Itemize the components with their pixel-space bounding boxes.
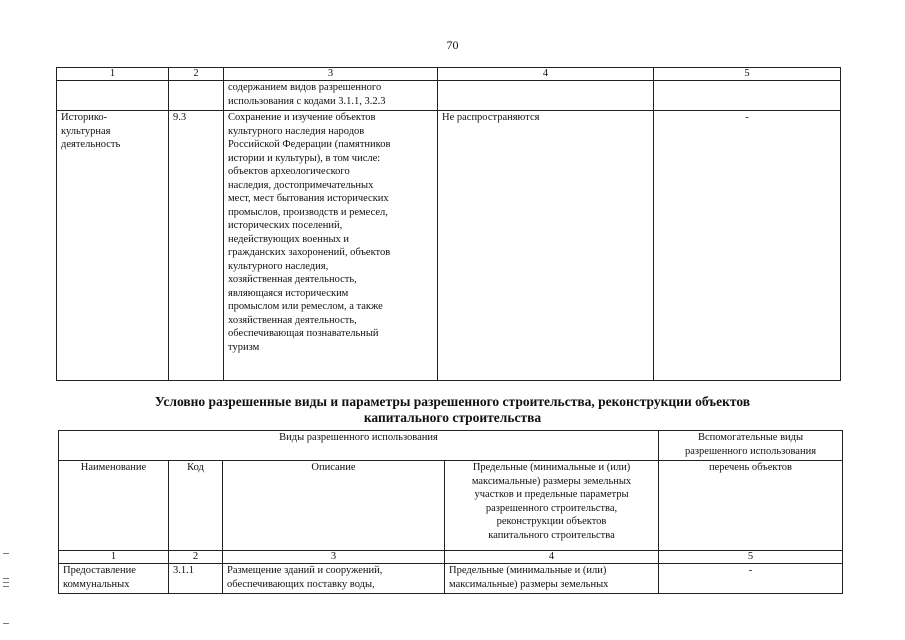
header-row-top — [59, 431, 843, 461]
cell-params: Не распространяются — [438, 111, 654, 381]
table-row — [57, 111, 841, 381]
cell-description: Размещение зданий и сооружений, обеспечивающих поставку воды, — [223, 564, 445, 594]
margin-mark — [3, 623, 9, 624]
margin-mark — [3, 582, 9, 583]
column-number-row — [57, 68, 841, 81]
section-title: Условно разрешенные виды и параметры разрешенного строительства, реконструкции объектов капитального строительства — [154, 394, 751, 425]
col-number-1: 1 — [59, 551, 169, 564]
cell-aux — [654, 81, 841, 111]
header-params: Предельные (минимальные и (или) максимальные) размеры земельных участков и предельные параметры разрешенного строительства, реконструкции объектов капитального строительства — [445, 461, 659, 551]
cell-name: Предоставление коммунальных — [59, 564, 169, 594]
header-code: Код — [169, 461, 223, 551]
header-aux-uses: Вспомогательные виды разрешенного использования — [659, 431, 843, 461]
col-number-5: 5 — [654, 68, 841, 81]
cell-aux: - — [654, 111, 841, 381]
uses-table-continued — [56, 67, 841, 381]
conditional-uses-table — [58, 430, 843, 594]
cell-aux: - — [659, 564, 843, 594]
cell-name — [57, 81, 169, 111]
cell-code — [169, 81, 224, 111]
cell-code: 3.1.1 — [169, 564, 223, 594]
col-number-5: 5 — [659, 551, 843, 564]
table-row — [57, 81, 841, 111]
col-number-2: 2 — [169, 68, 224, 81]
header-row-columns — [59, 461, 843, 551]
margin-mark — [3, 553, 9, 554]
col-number-1: 1 — [57, 68, 169, 81]
col-number-3: 3 — [223, 551, 445, 564]
page-number: 70 — [446, 38, 459, 52]
col-number-3: 3 — [224, 68, 438, 81]
cell-code: 9.3 — [169, 111, 224, 381]
header-permitted-uses: Виды разрешенного использования — [59, 431, 659, 461]
cell-name: Историко- культурная деятельность — [57, 111, 169, 381]
cell-params: Предельные (минимальные и (или) максимальные) размеры земельных — [445, 564, 659, 594]
col-number-4: 4 — [438, 68, 654, 81]
header-description: Описание — [223, 461, 445, 551]
cell-description: Сохранение и изучение объектов культурного наследия народов Российской Федерации (памятников истории и культуры), в том числе: объектов археологического наследия, достопримечательных мест, мест бытования исторических промыслов, производств и ремесел, исторических поселений, недействующих военных и гражданских захоронений, объектов культурного наследия, хозяйственная деятельность, являющаяся историческим промыслом или ремеслом, а также хозяйственная деятельность, обеспечивающая познавательный туризм — [224, 111, 438, 381]
margin-mark — [3, 578, 9, 579]
header-aux-list: перечень объектов — [659, 461, 843, 551]
cell-params — [438, 81, 654, 111]
col-number-2: 2 — [169, 551, 223, 564]
header-name: Наименование — [59, 461, 169, 551]
table-row — [59, 564, 843, 594]
cell-description: содержанием видов разрешенного использования с кодами 3.1.1, 3.2.3 — [224, 81, 438, 111]
margin-mark — [3, 586, 9, 587]
column-number-row — [59, 551, 843, 564]
col-number-4: 4 — [445, 551, 659, 564]
